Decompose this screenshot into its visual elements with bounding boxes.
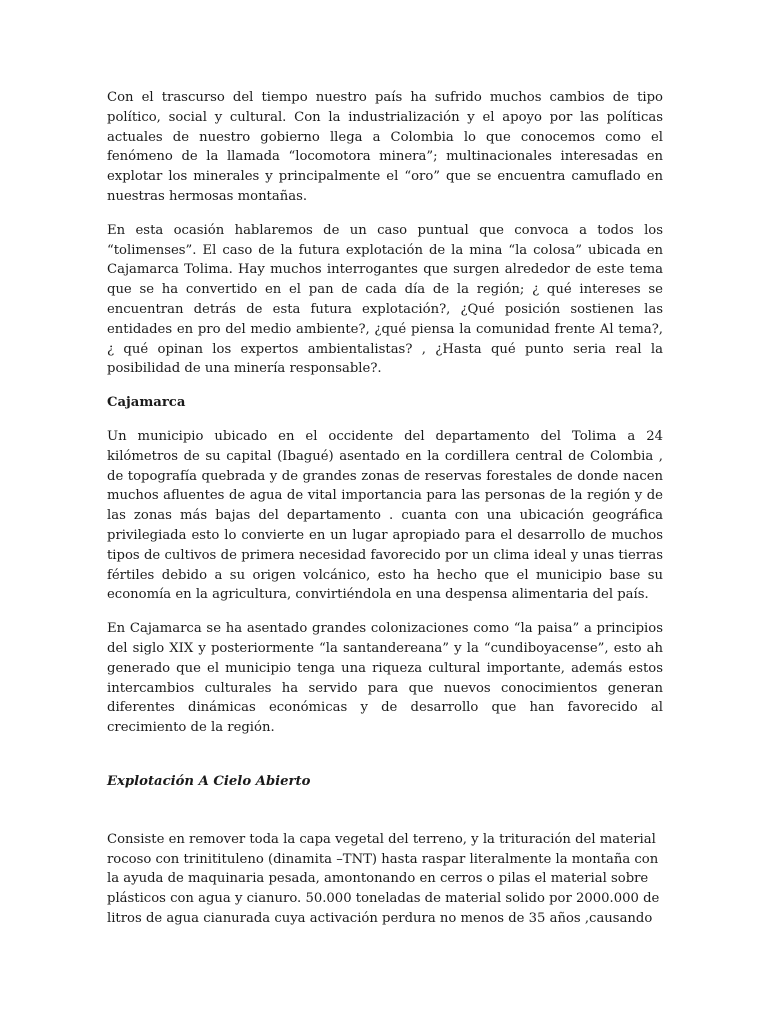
cajamarca-colonization-paragraph: En Cajamarca se ha asentado grandes colonizaciones como “la paisa” a principios del siglo XIX y posteriormente “la santandereana” y la “cundiboyacense”, esto ah generado que el municipio tenga una riqueza cultural importante, además estos intercambios culturales ha servido para que nuevos conocimientos generan diferentes dinámicas económicas y de desarrollo que han favorecido al crecimiento de la región. (107, 621, 663, 736)
la-colosa-paragraph: En esta ocasión hablaremos de un caso puntual que convoca a todos los “tolimenses”. El caso de la futura explotación de la mina “la colosa” ubicada en Cajamarca Tolima. Hay muchos interrogantes que surgen alrededor de este tema que se ha convertido en el pan de cada día de la región; ¿ qué intereses se encuentran detrás de esta futura explotación?, ¿Qué posición sostienen las entidades en pro del medio ambiente?, ¿qué piensa la comunidad frente Al tema?, ¿ qué opinan los expertos ambientalistas? , ¿Hasta qué punto seria real la posibilidad de una minería responsable?. (107, 222, 663, 377)
heading-cajamarca: Cajamarca (107, 395, 186, 411)
section-spacer (107, 738, 663, 772)
heading-explotacion: Explotación A Cielo Abierto (107, 773, 311, 789)
cajamarca-description-paragraph: Un municipio ubicado en el occidente del departamento del Tolima a 24 kilómetros de su capital (Ibagué) asentado en la cordillera central de Colombia , de topografía quebrada y de grandes zonas de reservas forestales de donde nacen muchos afluentes de agua de vital importancia para las personas de la región y de las zonas más bajas del departamento . cuanta con una ubicación geográfica privilegiada esto lo convierte en un lugar apropiado para el desarrollo de muchos tipos de cultivos de primera necesidad favorecido por un clima ideal y unas tierras fértiles debido a su origen volcánico, esto ha hecho que el municipio base su economía en la agricultura, convirtiéndola en una despensa alimentaria del país. (107, 428, 663, 603)
section-spacer (107, 792, 663, 830)
document-page (107, 88, 663, 929)
explotacion-paragraph: Consiste en remover toda la capa vegetal del terreno, y la trituración del material rocoso con trinitituleno (dinamita –TNT) hasta raspar literalmente la montaña con la ayuda de maquinaria pesada, amontonando en cerros o pilas el material sobre plásticos con agua y cianuro. 50.000 toneladas de material solido por 2000.000 de litros de agua cianurada cuya activación perdura no menos de 35 años ,causando (107, 831, 660, 926)
intro-paragraph: Con el trascurso del tiempo nuestro país ha sufrido muchos cambios de tipo político, social y cultural. Con la industrialización y el apoyo por las políticas actuales de nuestro gobierno llega a Colombia lo que conocemos como el fenómeno de la llamada “locomotora minera”; multinacionales interesadas en explotar los minerales y principalmente el “oro” que se encuentra camuflado en nuestras hermosas montañas. (107, 90, 663, 204)
